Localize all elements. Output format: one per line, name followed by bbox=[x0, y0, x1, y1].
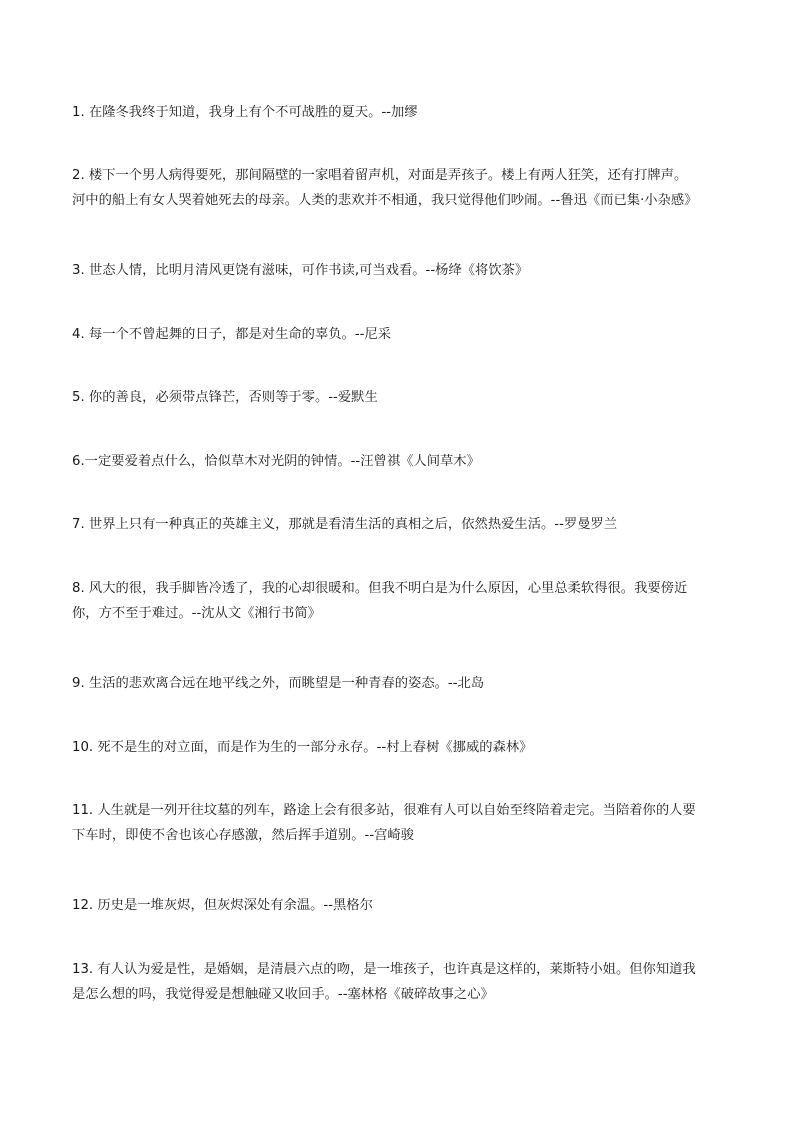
quote-item bbox=[72, 258, 732, 283]
quote-line: 13. 有人认为爱是性，是婚姻，是清晨六点的吻，是一堆孩子，也许真是这样的，莱斯特小姐。但你知道我 bbox=[72, 962, 696, 977]
quote-line: 2. 楼下一个男人病得要死，那间隔壁的一家唱着留声机，对面是弄孩子。楼上有两人狂笑，还有打牌声。 bbox=[72, 168, 688, 183]
quote-line: 5. 你的善良，必须带点锋芒，否则等于零。--爱默生 bbox=[72, 390, 378, 405]
quote-item bbox=[72, 449, 732, 474]
quote-item bbox=[72, 512, 732, 537]
quote-line: 10. 死不是生的对立面，而是作为生的一部分永存。--村上春树《挪威的森林》 bbox=[72, 740, 533, 755]
quote-line: 11. 人生就是一列开往坟墓的列车，路途上会有很多站，很难有人可以自始至终陪着走完。当陪着你的人要 bbox=[72, 803, 696, 818]
quote-item bbox=[72, 576, 732, 626]
quote-line: 6.一定要爱着点什么，恰似草木对光阴的钟情。--汪曾祺《人间草木》 bbox=[72, 454, 480, 469]
quote-item bbox=[72, 671, 732, 696]
quote-line: 河中的船上有女人哭着她死去的母亲。人类的悲欢并不相通，我只觉得他们吵闹。--鲁迅《而已集·小杂感》 bbox=[72, 193, 698, 208]
quote-line: 9. 生活的悲欢离合远在地平线之外，而眺望是一种青春的姿态。--北岛 bbox=[72, 676, 485, 691]
quote-item bbox=[72, 100, 732, 125]
quote-item bbox=[72, 385, 732, 410]
quote-item bbox=[72, 735, 732, 760]
quote-item bbox=[72, 893, 732, 918]
quote-item bbox=[72, 163, 732, 213]
quote-line: 3. 世态人情，比明月清风更饶有滋味，可作书读,可当戏看。--杨绛《将饮茶》 bbox=[72, 263, 529, 278]
quote-line: 下车时，即使不舍也该心存感激，然后挥手道别。--宫崎骏 bbox=[72, 828, 415, 843]
quote-line: 1. 在隆冬我终于知道，我身上有个不可战胜的夏天。--加缪 bbox=[72, 105, 418, 120]
quote-line: 是怎么想的吗，我觉得爱是想触碰又收回手。--塞林格《破碎故事之心》 bbox=[72, 987, 494, 1002]
quote-line: 7. 世界上只有一种真正的英雄主义，那就是看清生活的真相之后，依然热爱生活。--罗曼罗兰 bbox=[72, 517, 618, 532]
quote-line: 12. 历史是一堆灰烬，但灰烬深处有余温。--黑格尔 bbox=[72, 898, 373, 913]
quote-item bbox=[72, 322, 732, 347]
quote-line: 8. 风大的很，我手脚皆冷透了，我的心却很暖和。但我不明白是为什么原因，心里总柔软得很。我要傍近 bbox=[72, 581, 688, 596]
quote-line: 4. 每一个不曾起舞的日子，都是对生命的辜负。--尼采 bbox=[72, 327, 392, 342]
quote-item bbox=[72, 957, 732, 1007]
quote-line: 你，方不至于难过。--沈从文《湘行书简》 bbox=[72, 606, 321, 621]
quote-item bbox=[72, 798, 732, 848]
